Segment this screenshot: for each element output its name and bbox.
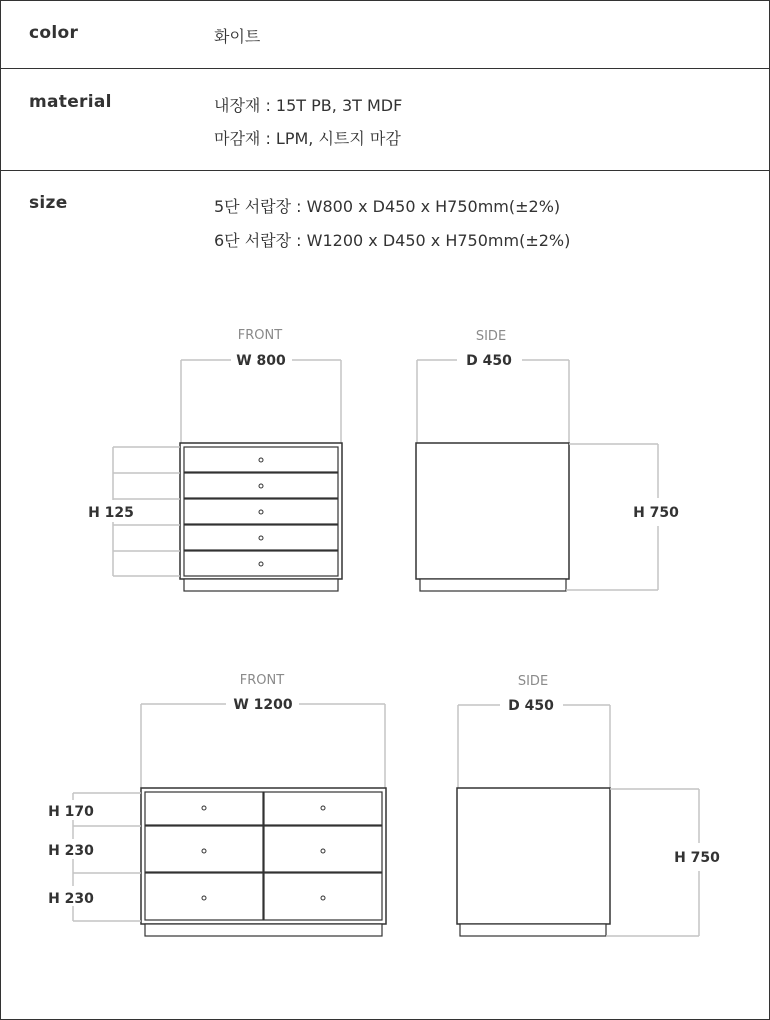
five-drawer-height-label: H 125 — [88, 505, 134, 521]
material-line-1: 내장재 : 15T PB, 3T MDF — [214, 96, 403, 115]
color-label: color — [29, 23, 79, 43]
six-side-diagram — [457, 674, 720, 936]
six-total-height-label: H 750 — [674, 850, 720, 866]
six-depth-label: D 450 — [508, 698, 554, 714]
six-row-1-label: H 170 — [48, 804, 94, 820]
material-label: material — [29, 92, 112, 112]
six-side-title: SIDE — [517, 674, 549, 689]
five-side-diagram — [416, 329, 679, 591]
size-line-1: 5단 서랍장 : W800 x D450 x H750mm(±2%) — [214, 197, 561, 216]
five-front-title: FRONT — [237, 328, 283, 343]
five-front-diagram — [84, 328, 342, 591]
size-label: size — [29, 193, 68, 213]
color-value: 화이트 — [214, 27, 261, 46]
size-line-2: 6단 서랍장 : W1200 x D450 x H750mm(±2%) — [214, 231, 571, 250]
six-front-diagram — [45, 673, 386, 936]
five-width-label: W 800 — [236, 353, 286, 369]
six-width-label: W 1200 — [233, 697, 293, 713]
six-row-2-label: H 230 — [48, 843, 94, 859]
material-line-2: 마감재 : LPM, 시트지 마감 — [214, 129, 401, 148]
six-row-3-label: H 230 — [48, 891, 94, 907]
six-front-title: FRONT — [239, 673, 285, 688]
five-total-height-label: H 750 — [633, 505, 679, 521]
five-depth-label: D 450 — [466, 353, 512, 369]
five-side-title: SIDE — [475, 329, 507, 344]
